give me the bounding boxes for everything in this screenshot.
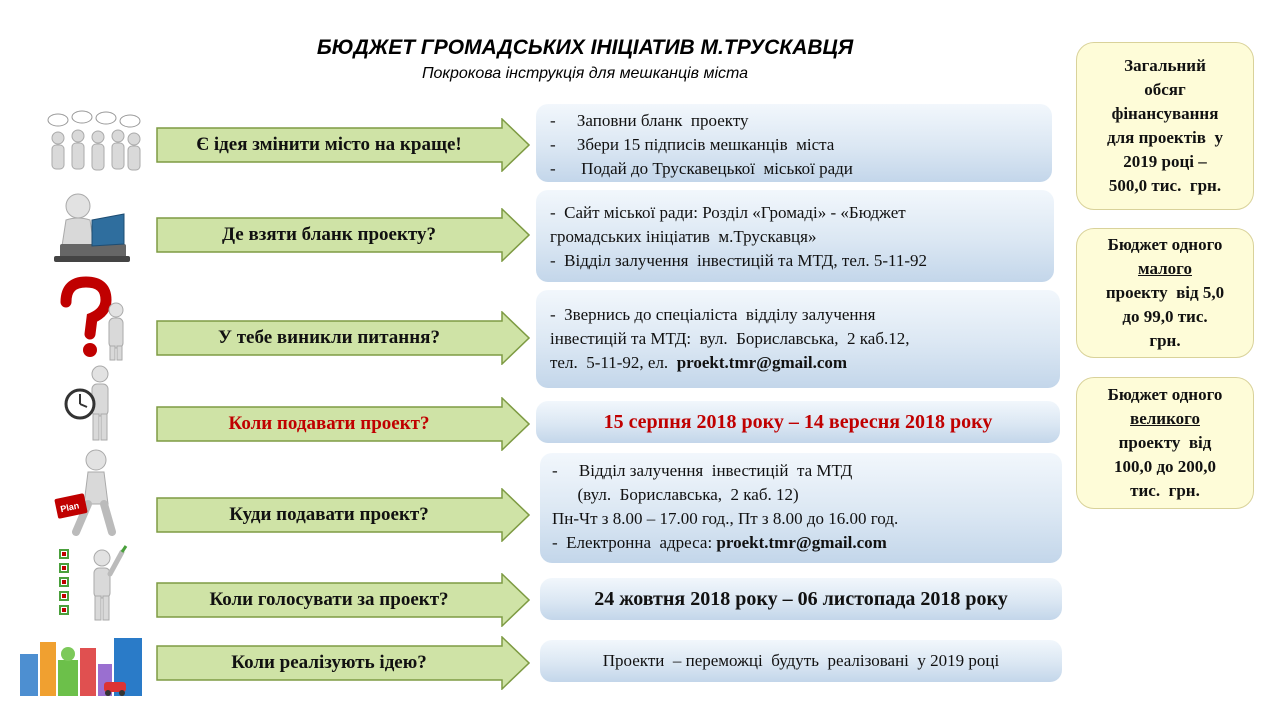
person-with-clock-icon <box>62 364 128 444</box>
plan-sign-text: Plan <box>59 500 81 515</box>
step-arrow-implement <box>156 636 530 690</box>
budget-line: 100,0 до 200,0 <box>1113 457 1217 476</box>
small-project-budget-box <box>1076 228 1254 358</box>
submission-period: 15 серпня 2018 року – 14 вересня 2018 року <box>603 411 993 433</box>
budget-type-small: малого <box>1138 259 1192 278</box>
budget-line: до 99,0 тис. <box>1122 307 1208 326</box>
step-arrow-form <box>156 208 530 262</box>
step-question-label: Коли реалізують ідею? <box>231 652 427 673</box>
email-link[interactable]: proekt.tmr@gmail.com <box>676 353 848 372</box>
budget-line: проекту від <box>1118 433 1212 452</box>
step-arrow-questions <box>156 311 530 365</box>
step-arrow-vote <box>156 573 530 627</box>
budget-line: Загальний <box>1124 56 1206 75</box>
step-info-vote <box>540 578 1062 620</box>
large-project-budget-box <box>1076 377 1254 509</box>
total-budget-box <box>1076 42 1254 210</box>
contact-prefix: тел. 5-11-92, ел. <box>550 353 677 372</box>
budget-line: Бюджет одного <box>1107 235 1223 254</box>
question-mark-person-icon <box>52 276 134 362</box>
info-line: - Збери 15 підписів мешканців міста <box>550 135 835 154</box>
step-info-submit-when <box>536 401 1060 443</box>
step-arrow-submit-where <box>156 488 530 542</box>
info-line: - Звернись до спеціаліста відділу залучення <box>550 305 876 324</box>
info-line: - Заповни бланк проекту <box>550 111 749 130</box>
step-info-form <box>536 190 1054 282</box>
info-line: інвестицій та МТД: вул. Бориславська, 2 каб.12, <box>550 329 910 348</box>
checklist-person-icon <box>56 544 130 622</box>
budget-line: 2019 році – <box>1123 152 1207 171</box>
step-info-implement <box>540 640 1062 682</box>
step-info-questions <box>536 290 1060 388</box>
step-question-label: Де взяти бланк проекту? <box>221 224 436 245</box>
info-line: - Сайт міської ради: Розділ «Громаді» - «Бюджет <box>550 203 906 222</box>
page-subtitle: Покрокова інструкція для мешканців міста <box>421 65 749 82</box>
budget-line: Бюджет одного <box>1107 385 1223 404</box>
email-link[interactable]: proekt.tmr@gmail.com <box>716 533 887 552</box>
info-line <box>552 531 1050 555</box>
info-line: (вул. Бориславська, 2 каб. 12) <box>552 485 799 504</box>
budget-line: для проектів у <box>1107 128 1223 147</box>
info-line: - Відділ залучення інвестицій та МТД <box>552 461 853 480</box>
budget-line: обсяг <box>1144 80 1186 99</box>
voting-period: 24 жовтня 2018 року – 06 листопада 2018 року <box>594 588 1008 610</box>
info-line <box>550 351 1046 375</box>
budget-line: проекту від 5,0 <box>1105 283 1225 302</box>
step-question-label: Куди подавати проект? <box>229 504 429 525</box>
budget-line: 500,0 тис. грн. <box>1108 176 1222 195</box>
step-info-idea <box>536 104 1052 182</box>
budget-line: фінансування <box>1111 104 1219 123</box>
city-buildings-icon <box>18 634 146 696</box>
budget-type-large: великого <box>1130 409 1200 428</box>
budget-line: грн. <box>1149 331 1181 350</box>
step-question-label: Коли голосувати за проект? <box>209 589 449 610</box>
info-line: громадських ініціатив м.Трускавця» <box>550 227 817 246</box>
info-line: - Подай до Трускавецької міської ради <box>550 159 853 178</box>
page-title: БЮДЖЕТ ГРОМАДСЬКИХ ІНІЦІАТИВ М.ТРУСКАВЦЯ <box>316 36 854 59</box>
crowd-speech-bubbles-icon <box>44 110 144 178</box>
person-at-laptop-icon <box>50 190 132 266</box>
contact-prefix: - Електронна адреса: <box>552 533 717 552</box>
step-arrow-submit-when <box>156 397 530 451</box>
step-question-label: У тебе виникли питання? <box>218 327 440 348</box>
info-line: Пн-Чт з 8.00 – 17.00 год., Пт з 8.00 до 16.00 год. <box>552 509 899 528</box>
implementation-note: Проекти – переможці будуть реалізовані у 2019 році <box>602 651 1000 670</box>
step-info-submit-where <box>540 453 1062 563</box>
step-question-label: Коли подавати проект? <box>228 413 430 434</box>
step-question-label: Є ідея змінити місто на краще! <box>196 134 462 155</box>
budget-line: тис. грн. <box>1130 481 1200 500</box>
step-arrow-idea <box>156 118 530 172</box>
person-with-plan-sign-icon <box>52 448 134 540</box>
info-line: - Відділ залучення інвестицій та МТД, тел. 5-11-92 <box>550 251 928 270</box>
